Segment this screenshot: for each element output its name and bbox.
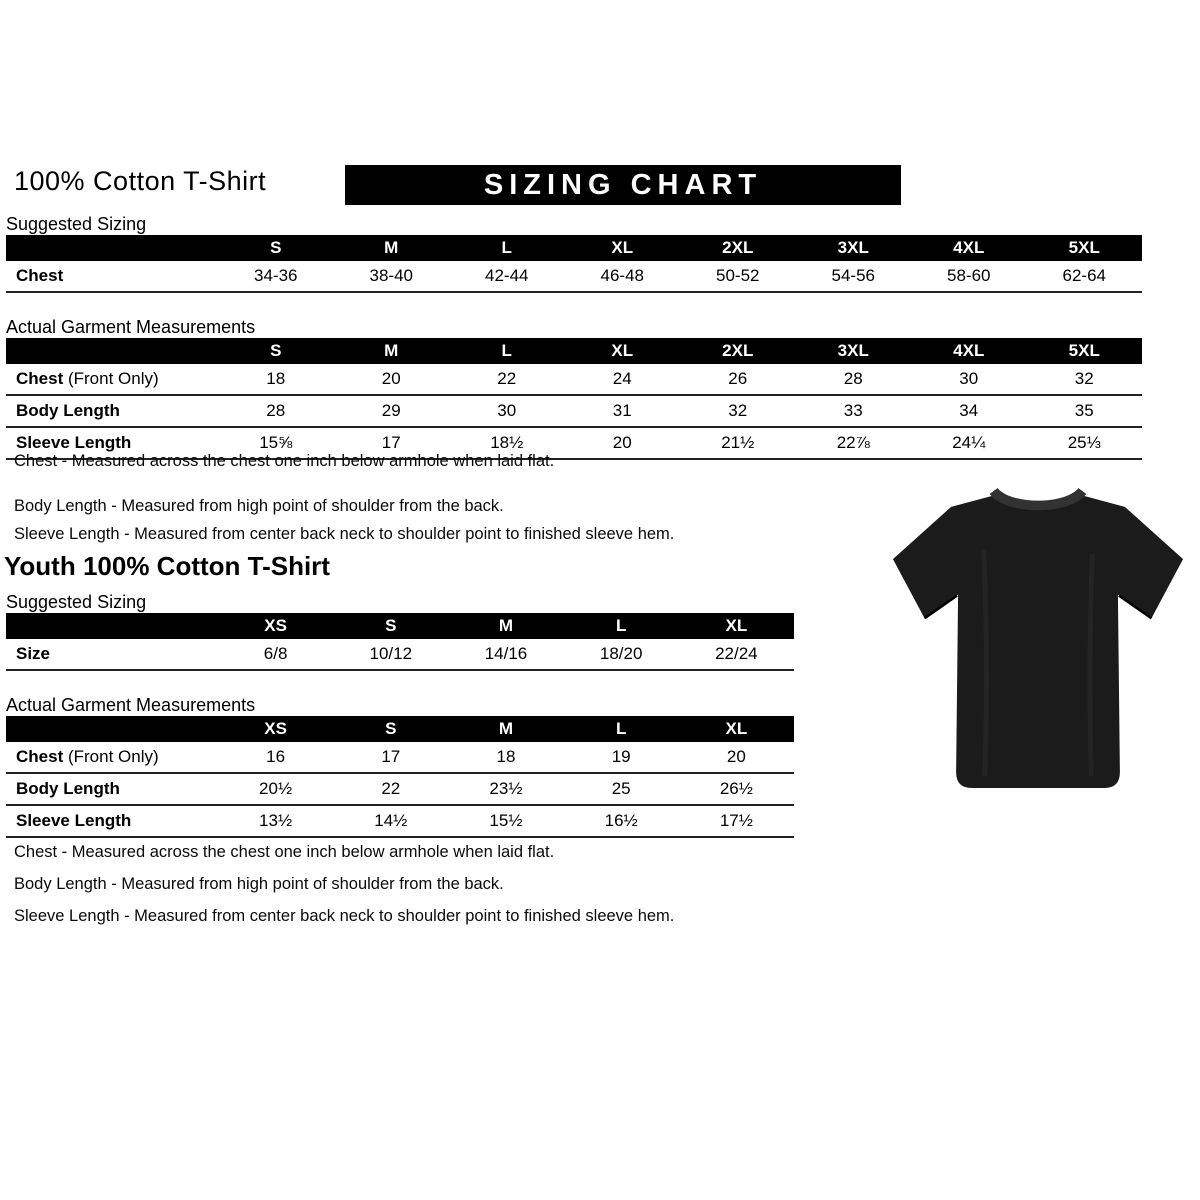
size-column-header: XL: [679, 716, 794, 742]
measurement-cell: 35: [1027, 395, 1143, 427]
youth-suggested-label: Suggested Sizing: [6, 592, 147, 612]
measurement-cell: 62-64: [1027, 261, 1143, 292]
table-row: [6, 805, 794, 837]
measurement-cell: 38-40: [334, 261, 450, 292]
measurement-cell: 33: [796, 395, 912, 427]
size-table: [6, 716, 794, 838]
measurement-cell: 28: [796, 364, 912, 395]
size-column-header: S: [218, 235, 334, 261]
adult-actual-label: Actual Garment Measurements: [6, 317, 256, 337]
measurement-cell: 6/8: [218, 639, 333, 670]
measurement-cell: 25: [564, 773, 679, 805]
size-column-header: 5XL: [1027, 338, 1143, 364]
table-corner-cell: [6, 235, 218, 261]
measurement-cell: 54-56: [796, 261, 912, 292]
adult-note-body-length: Body Length - Measured from high point of shoulder from the back.: [14, 497, 504, 515]
sizing-chart-banner: SIZING CHART: [345, 165, 901, 205]
row-label: Chest: [6, 261, 218, 292]
table-row: [6, 261, 1142, 292]
youth-actual-table: [6, 716, 794, 838]
table-row: [6, 773, 794, 805]
measurement-cell: 20: [334, 364, 450, 395]
adult-note-chest: Chest - Measured across the chest one inch below armhole when laid flat.: [14, 452, 555, 470]
youth-note-body-length: Body Length - Measured from high point of shoulder from the back.: [14, 875, 504, 893]
measurement-cell: 24¼: [911, 427, 1027, 459]
size-column-header: XL: [679, 613, 794, 639]
measurement-cell: 31: [565, 395, 681, 427]
measurement-cell: 20: [565, 427, 681, 459]
measurement-cell: 22: [333, 773, 448, 805]
measurement-cell: 23½: [448, 773, 563, 805]
black-tshirt-image: [890, 480, 1186, 807]
measurement-cell: 14/16: [448, 639, 563, 670]
size-column-header: S: [333, 716, 448, 742]
size-column-header: 4XL: [911, 338, 1027, 364]
row-label: Chest (Front Only): [6, 364, 218, 395]
measurement-cell: 32: [1027, 364, 1143, 395]
measurement-cell: 30: [449, 395, 565, 427]
measurement-cell: 15⅝: [218, 427, 334, 459]
youth-section-title: Youth 100% Cotton T-Shirt: [4, 551, 330, 581]
measurement-cell: 34-36: [218, 261, 334, 292]
size-column-header: L: [564, 716, 679, 742]
youth-suggested-table: [6, 613, 794, 671]
size-column-header: 2XL: [680, 235, 796, 261]
adult-section-title: 100% Cotton T-Shirt: [14, 166, 267, 196]
table-corner-cell: [6, 613, 218, 639]
row-label: Sleeve Length: [6, 427, 218, 459]
measurement-cell: 22/24: [679, 639, 794, 670]
measurement-cell: 29: [334, 395, 450, 427]
adult-note-sleeve-length: Sleeve Length - Measured from center back neck to shoulder point to finished sleeve hem.: [14, 525, 675, 543]
measurement-cell: 28: [218, 395, 334, 427]
measurement-cell: 20½: [218, 773, 333, 805]
measurement-cell: 50-52: [680, 261, 796, 292]
measurement-cell: 22⅞: [796, 427, 912, 459]
measurement-cell: 22: [449, 364, 565, 395]
row-label: Chest (Front Only): [6, 742, 218, 773]
measurement-cell: 13½: [218, 805, 333, 837]
size-column-header: M: [448, 613, 563, 639]
size-column-header: XL: [565, 338, 681, 364]
size-table: [6, 338, 1142, 460]
tshirt-graphic: [890, 480, 1186, 802]
measurement-cell: 18: [448, 742, 563, 773]
adult-suggested-table: [6, 235, 1142, 293]
size-table: [6, 235, 1142, 293]
measurement-cell: 17: [333, 742, 448, 773]
size-column-header: L: [449, 338, 565, 364]
size-column-header: 4XL: [911, 235, 1027, 261]
size-column-header: 2XL: [680, 338, 796, 364]
table-row: [6, 364, 1142, 395]
measurement-cell: 16½: [564, 805, 679, 837]
adult-measurement-notes: [14, 452, 674, 553]
measurement-cell: 17½: [679, 805, 794, 837]
measurement-cell: 18½: [449, 427, 565, 459]
measurement-cell: 24: [565, 364, 681, 395]
measurement-cell: 25⅓: [1027, 427, 1143, 459]
measurement-cell: 34: [911, 395, 1027, 427]
row-label: Body Length: [6, 395, 218, 427]
size-column-header: XS: [218, 613, 333, 639]
size-column-header: 3XL: [796, 235, 912, 261]
measurement-cell: 32: [680, 395, 796, 427]
size-column-header: XS: [218, 716, 333, 742]
measurement-cell: 17: [334, 427, 450, 459]
youth-note-chest: Chest - Measured across the chest one inch below armhole when laid flat.: [14, 843, 555, 861]
table-row: [6, 742, 794, 773]
table-row: [6, 639, 794, 670]
measurement-cell: 10/12: [333, 639, 448, 670]
size-column-header: 3XL: [796, 338, 912, 364]
measurement-cell: 20: [679, 742, 794, 773]
size-column-header: L: [449, 235, 565, 261]
row-label: Size: [6, 639, 218, 670]
size-column-header: M: [334, 235, 450, 261]
size-column-header: S: [333, 613, 448, 639]
size-column-header: XL: [565, 235, 681, 261]
adult-suggested-label: Suggested Sizing: [6, 214, 147, 234]
measurement-cell: 18/20: [564, 639, 679, 670]
measurement-cell: 42-44: [449, 261, 565, 292]
table-row: [6, 395, 1142, 427]
youth-note-sleeve-length: Sleeve Length - Measured from center back neck to shoulder point to finished sleeve hem.: [14, 907, 675, 925]
measurement-cell: 26: [680, 364, 796, 395]
size-column-header: L: [564, 613, 679, 639]
measurement-cell: 19: [564, 742, 679, 773]
measurement-cell: 46-48: [565, 261, 681, 292]
measurement-cell: 21½: [680, 427, 796, 459]
size-table: [6, 613, 794, 671]
size-column-header: M: [448, 716, 563, 742]
measurement-cell: 16: [218, 742, 333, 773]
size-column-header: M: [334, 338, 450, 364]
adult-actual-table: [6, 338, 1142, 460]
measurement-cell: 58-60: [911, 261, 1027, 292]
measurement-cell: 26½: [679, 773, 794, 805]
size-column-header: 5XL: [1027, 235, 1143, 261]
size-column-header: S: [218, 338, 334, 364]
youth-actual-label: Actual Garment Measurements: [6, 695, 256, 715]
measurement-cell: 30: [911, 364, 1027, 395]
measurement-cell: 18: [218, 364, 334, 395]
measurement-cell: 14½: [333, 805, 448, 837]
measurement-cell: 15½: [448, 805, 563, 837]
row-label: Body Length: [6, 773, 218, 805]
youth-measurement-notes: [14, 843, 674, 939]
row-label: Sleeve Length: [6, 805, 218, 837]
table-corner-cell: [6, 338, 218, 364]
table-corner-cell: [6, 716, 218, 742]
